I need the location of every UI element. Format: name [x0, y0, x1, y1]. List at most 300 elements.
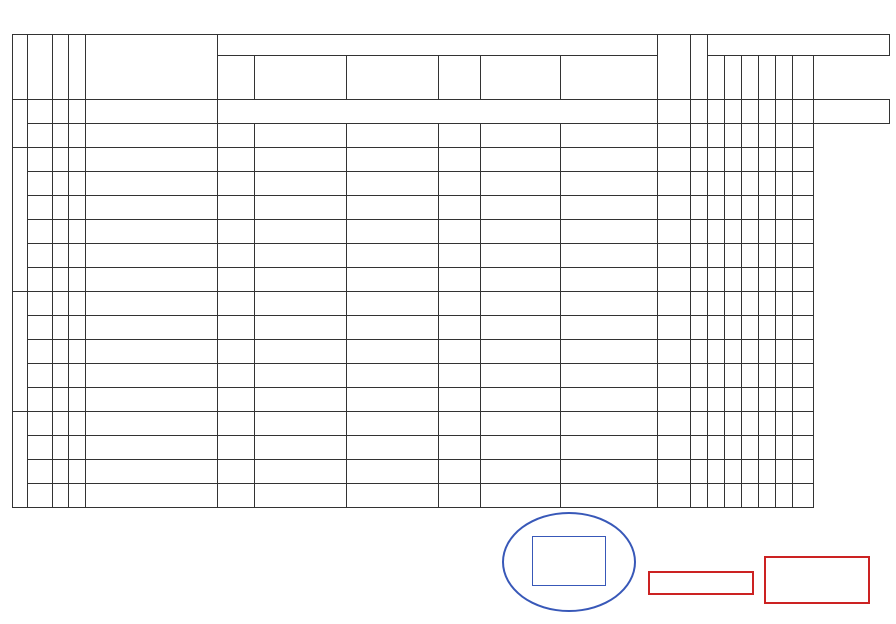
week-label-cell — [13, 100, 28, 148]
veg-cell — [439, 316, 481, 340]
weekday-cell — [53, 172, 69, 196]
nutrition-value — [708, 388, 725, 412]
breakfast-cell — [86, 196, 218, 220]
afternoon-cell — [561, 172, 658, 196]
table-row — [13, 436, 890, 460]
nutrition-value — [691, 484, 708, 508]
fruit-cell — [658, 436, 691, 460]
weekday-cell — [53, 436, 69, 460]
veg-cell — [439, 124, 481, 148]
nutrition-value — [742, 196, 759, 220]
nutrition-value — [708, 436, 725, 460]
nutrition-value — [708, 484, 725, 508]
veg-header — [439, 56, 481, 100]
nutrition-value — [725, 436, 742, 460]
nutrition-value — [759, 268, 776, 292]
fruit-cell — [658, 364, 691, 388]
staple-cell — [218, 484, 255, 508]
breakfast-cell — [86, 340, 218, 364]
main-dish-cell — [255, 196, 347, 220]
main-dish-cell — [255, 172, 347, 196]
nut-fruit-header — [759, 56, 776, 100]
cycle-header — [69, 35, 86, 100]
nutrition-value — [742, 412, 759, 436]
fruit-cell — [658, 316, 691, 340]
weekday-cell — [53, 220, 69, 244]
nutrition-value — [691, 172, 708, 196]
date-cell — [28, 484, 53, 508]
holiday-cell — [218, 100, 658, 124]
nutrition-value — [742, 388, 759, 412]
staple-cell — [218, 124, 255, 148]
breakfast-cell — [86, 388, 218, 412]
breakfast-cell — [86, 316, 218, 340]
nutrition-value — [759, 148, 776, 172]
nut-veg-header — [742, 56, 759, 100]
nut-protein-header — [708, 56, 725, 100]
breakfast-cell — [86, 172, 218, 196]
nutrition-value — [691, 292, 708, 316]
cycle-cell — [69, 412, 86, 436]
afternoon-cell — [561, 316, 658, 340]
soup-cell — [481, 244, 561, 268]
fruit-cell — [658, 388, 691, 412]
fruit-cell — [658, 172, 691, 196]
afternoon-cell — [561, 412, 658, 436]
nutrition-value — [776, 484, 793, 508]
nutrition-cell — [776, 100, 793, 124]
nutrition-value — [708, 460, 725, 484]
nutrition-value — [759, 388, 776, 412]
side-dish-cell — [347, 388, 439, 412]
veg-cell — [439, 220, 481, 244]
table-row — [13, 124, 890, 148]
weekday-cell — [53, 244, 69, 268]
fruit-cell — [658, 292, 691, 316]
nutrition-value — [793, 412, 814, 436]
nutrition-value — [691, 316, 708, 340]
nutrition-value — [708, 412, 725, 436]
principal-stamp — [764, 556, 870, 604]
main-dish-cell — [255, 292, 347, 316]
staple-cell — [218, 292, 255, 316]
afternoon-cell — [561, 196, 658, 220]
nutrition-value — [691, 244, 708, 268]
nutrition-value — [691, 268, 708, 292]
afternoon-cell — [658, 100, 691, 124]
nutrition-value — [759, 124, 776, 148]
nutrition-value — [776, 292, 793, 316]
weekday-cell — [53, 340, 69, 364]
nurse-stamp — [648, 571, 754, 595]
nutrition-value — [691, 412, 708, 436]
fruit-cell — [658, 148, 691, 172]
soup-cell — [481, 220, 561, 244]
soup-header — [481, 56, 561, 100]
main-dish-cell — [255, 268, 347, 292]
nutrition-value — [725, 364, 742, 388]
menu-table — [12, 34, 890, 508]
nutrition-value — [725, 388, 742, 412]
nutrition-value — [793, 172, 814, 196]
nutrition-value — [759, 196, 776, 220]
afternoon-header — [658, 35, 691, 100]
nutrition-value — [793, 388, 814, 412]
date-cell — [28, 100, 53, 124]
fruit-cell — [658, 220, 691, 244]
date-cell — [28, 196, 53, 220]
nutrition-value — [725, 292, 742, 316]
nutrition-value — [725, 340, 742, 364]
soup-cell — [481, 484, 561, 508]
veg-cell — [439, 484, 481, 508]
side-dish-cell — [347, 484, 439, 508]
nutrition-value — [793, 148, 814, 172]
side-dish-cell — [347, 172, 439, 196]
nutrition-value — [776, 148, 793, 172]
date-header — [28, 35, 53, 100]
cycle-cell — [69, 148, 86, 172]
staple-cell — [218, 364, 255, 388]
weekday-cell — [53, 124, 69, 148]
nutrition-value — [776, 124, 793, 148]
date-cell — [28, 244, 53, 268]
nutrition-value — [793, 268, 814, 292]
soup-cell — [481, 148, 561, 172]
side-dish-cell — [347, 268, 439, 292]
nutrition-value — [742, 268, 759, 292]
staple-cell — [218, 244, 255, 268]
nutrition-value — [708, 196, 725, 220]
nutrition-cell — [725, 100, 742, 124]
cycle-cell — [69, 244, 86, 268]
nutrition-value — [793, 484, 814, 508]
nutrition-value — [793, 460, 814, 484]
staple-cell — [218, 412, 255, 436]
table-row — [13, 268, 890, 292]
main-dish-cell — [255, 244, 347, 268]
side-dish-cell — [347, 124, 439, 148]
main-dish-cell — [255, 364, 347, 388]
staple-cell — [218, 172, 255, 196]
breakfast-cell — [86, 484, 218, 508]
nutrition-value — [776, 244, 793, 268]
nutrition-value — [708, 124, 725, 148]
nutrition-value — [793, 220, 814, 244]
cycle-cell — [69, 100, 86, 124]
side-dish-header — [347, 56, 439, 100]
staple-cell — [218, 340, 255, 364]
nutrition-value — [691, 388, 708, 412]
weekday-cell — [53, 100, 69, 124]
date-cell — [28, 436, 53, 460]
side-dish-cell — [347, 460, 439, 484]
breakfast-cell — [86, 292, 218, 316]
breakfast-cell — [86, 364, 218, 388]
veg-cell — [439, 364, 481, 388]
main-dish-cell — [255, 460, 347, 484]
afternoon-cell — [561, 148, 658, 172]
main-dish-cell — [255, 148, 347, 172]
staple-header — [218, 56, 255, 100]
breakfast-cell — [86, 268, 218, 292]
nutrition-value — [793, 340, 814, 364]
weekday-cell — [53, 484, 69, 508]
nutrition-value — [776, 340, 793, 364]
fruit-cell — [691, 100, 708, 124]
cycle-cell — [69, 292, 86, 316]
lunch-header — [218, 35, 658, 56]
nutrition-value — [759, 316, 776, 340]
side-dish-cell — [347, 196, 439, 220]
side-dish-cell — [347, 316, 439, 340]
table-row — [13, 388, 890, 412]
nutrition-value — [708, 364, 725, 388]
fruit-cell — [658, 124, 691, 148]
fruit-cell — [658, 244, 691, 268]
cycle-cell — [69, 268, 86, 292]
staple-cell — [218, 268, 255, 292]
nutrition-value — [759, 364, 776, 388]
nutrition-value — [759, 244, 776, 268]
nutrition-value — [691, 460, 708, 484]
table-row — [13, 220, 890, 244]
veg-cell — [439, 388, 481, 412]
nutrition-value — [776, 316, 793, 340]
nutrition-value — [708, 316, 725, 340]
nutrition-value — [725, 148, 742, 172]
soup-cell — [481, 412, 561, 436]
afternoon-cell — [561, 460, 658, 484]
nutrition-value — [691, 220, 708, 244]
nutrition-value — [708, 268, 725, 292]
date-cell — [28, 316, 53, 340]
fruit-cell — [658, 340, 691, 364]
afternoon-cell — [561, 220, 658, 244]
staple-cell — [218, 388, 255, 412]
date-cell — [28, 220, 53, 244]
nutrition-value — [708, 340, 725, 364]
week-label-cell — [13, 148, 28, 292]
soup-cell — [481, 196, 561, 220]
weekday-cell — [53, 364, 69, 388]
nutrition-value — [793, 316, 814, 340]
weekday-cell — [53, 316, 69, 340]
afternoon-cell — [561, 124, 658, 148]
week-header — [13, 35, 28, 100]
breakfast-cell — [86, 244, 218, 268]
weekday-cell — [53, 460, 69, 484]
nutrition-value — [776, 364, 793, 388]
nutrition-value — [793, 364, 814, 388]
veg-cell — [439, 172, 481, 196]
nutrition-value — [725, 316, 742, 340]
veg-cell — [439, 268, 481, 292]
nut-grain-header — [561, 56, 658, 100]
date-cell — [28, 292, 53, 316]
nutrition-value — [691, 124, 708, 148]
date-cell — [28, 268, 53, 292]
nutrition-value — [776, 412, 793, 436]
fruit-cell — [658, 268, 691, 292]
soup-cell — [481, 172, 561, 196]
soup-cell — [481, 124, 561, 148]
veg-cell — [439, 148, 481, 172]
weekday-cell — [53, 292, 69, 316]
staple-cell — [218, 316, 255, 340]
veg-cell — [439, 244, 481, 268]
nutrition-value — [776, 388, 793, 412]
date-cell — [28, 388, 53, 412]
nutrition-value — [793, 436, 814, 460]
cycle-cell — [69, 364, 86, 388]
side-dish-cell — [347, 412, 439, 436]
main-dish-cell — [255, 388, 347, 412]
nutrition-value — [742, 340, 759, 364]
nutrition-value — [742, 292, 759, 316]
nutrition-value — [742, 484, 759, 508]
staple-cell — [218, 220, 255, 244]
nutrition-value — [742, 460, 759, 484]
table-row — [13, 196, 890, 220]
veg-cell — [439, 340, 481, 364]
breakfast-cell — [86, 460, 218, 484]
nutrition-value — [776, 268, 793, 292]
nutrition-value — [759, 220, 776, 244]
staple-cell — [218, 148, 255, 172]
date-cell — [28, 172, 53, 196]
nutrition-value — [725, 196, 742, 220]
nutrition-cell — [814, 100, 890, 124]
staple-cell — [218, 436, 255, 460]
main-dish-header — [255, 56, 347, 100]
nutrition-value — [742, 124, 759, 148]
cycle-cell — [69, 196, 86, 220]
breakfast-cell — [86, 124, 218, 148]
side-dish-cell — [347, 436, 439, 460]
cycle-cell — [69, 436, 86, 460]
table-row — [13, 148, 890, 172]
cycle-cell — [69, 460, 86, 484]
nutrition-value — [725, 268, 742, 292]
weekday-cell — [53, 412, 69, 436]
breakfast-cell — [86, 100, 218, 124]
fruit-cell — [658, 196, 691, 220]
nutrition-value — [759, 340, 776, 364]
nutrition-value — [776, 436, 793, 460]
soup-cell — [481, 460, 561, 484]
nutrition-value — [725, 412, 742, 436]
nutrition-value — [708, 148, 725, 172]
soup-cell — [481, 436, 561, 460]
nutrition-value — [742, 148, 759, 172]
main-dish-cell — [255, 220, 347, 244]
nutrition-value — [776, 220, 793, 244]
breakfast-header — [86, 35, 218, 100]
nutrition-value — [759, 292, 776, 316]
weekday-cell — [53, 148, 69, 172]
staple-cell — [218, 460, 255, 484]
nutrition-value — [725, 220, 742, 244]
nutrition-value — [776, 172, 793, 196]
table-row — [13, 340, 890, 364]
afternoon-cell — [561, 436, 658, 460]
weekday-cell — [53, 388, 69, 412]
veg-cell — [439, 460, 481, 484]
veg-cell — [439, 196, 481, 220]
main-dish-cell — [255, 124, 347, 148]
afternoon-cell — [561, 268, 658, 292]
side-dish-cell — [347, 364, 439, 388]
week-label-cell — [13, 292, 28, 412]
date-cell — [28, 460, 53, 484]
weekday-cell — [53, 196, 69, 220]
fruit-cell — [658, 484, 691, 508]
date-cell — [28, 340, 53, 364]
fruit-header — [691, 35, 708, 100]
nutrition-value — [776, 460, 793, 484]
nutrition-value — [793, 292, 814, 316]
cycle-cell — [69, 316, 86, 340]
table-row — [13, 244, 890, 268]
table-row — [13, 364, 890, 388]
breakfast-cell — [86, 412, 218, 436]
nutrition-value — [759, 172, 776, 196]
date-cell — [28, 148, 53, 172]
nutrition-value — [793, 244, 814, 268]
table-row — [13, 460, 890, 484]
afternoon-cell — [561, 292, 658, 316]
breakfast-cell — [86, 148, 218, 172]
nutrition-value — [742, 172, 759, 196]
main-dish-cell — [255, 412, 347, 436]
soup-cell — [481, 268, 561, 292]
nut-oil-header — [776, 56, 793, 100]
cycle-cell — [69, 172, 86, 196]
soup-cell — [481, 316, 561, 340]
nutrition-value — [759, 436, 776, 460]
date-cell — [28, 412, 53, 436]
table-row — [13, 316, 890, 340]
nutrition-value — [759, 484, 776, 508]
nutrition-value — [691, 364, 708, 388]
cycle-cell — [69, 484, 86, 508]
afternoon-cell — [561, 340, 658, 364]
nutrition-value — [759, 412, 776, 436]
afternoon-cell — [561, 244, 658, 268]
nutrition-value — [691, 340, 708, 364]
table-row — [13, 172, 890, 196]
nutrition-value — [725, 172, 742, 196]
nutrition-value — [742, 244, 759, 268]
side-dish-cell — [347, 244, 439, 268]
side-dish-cell — [347, 220, 439, 244]
nutrition-value — [691, 436, 708, 460]
nutrition-value — [708, 244, 725, 268]
school-seal — [502, 512, 636, 612]
nutrition-cell — [793, 100, 814, 124]
seal-inner-box — [532, 536, 606, 586]
fruit-cell — [658, 412, 691, 436]
cycle-cell — [69, 388, 86, 412]
date-cell — [28, 364, 53, 388]
staple-cell — [218, 196, 255, 220]
nutrition-cell — [759, 100, 776, 124]
nutrition-value — [793, 124, 814, 148]
main-dish-cell — [255, 436, 347, 460]
side-dish-cell — [347, 292, 439, 316]
nutrition-value — [776, 196, 793, 220]
